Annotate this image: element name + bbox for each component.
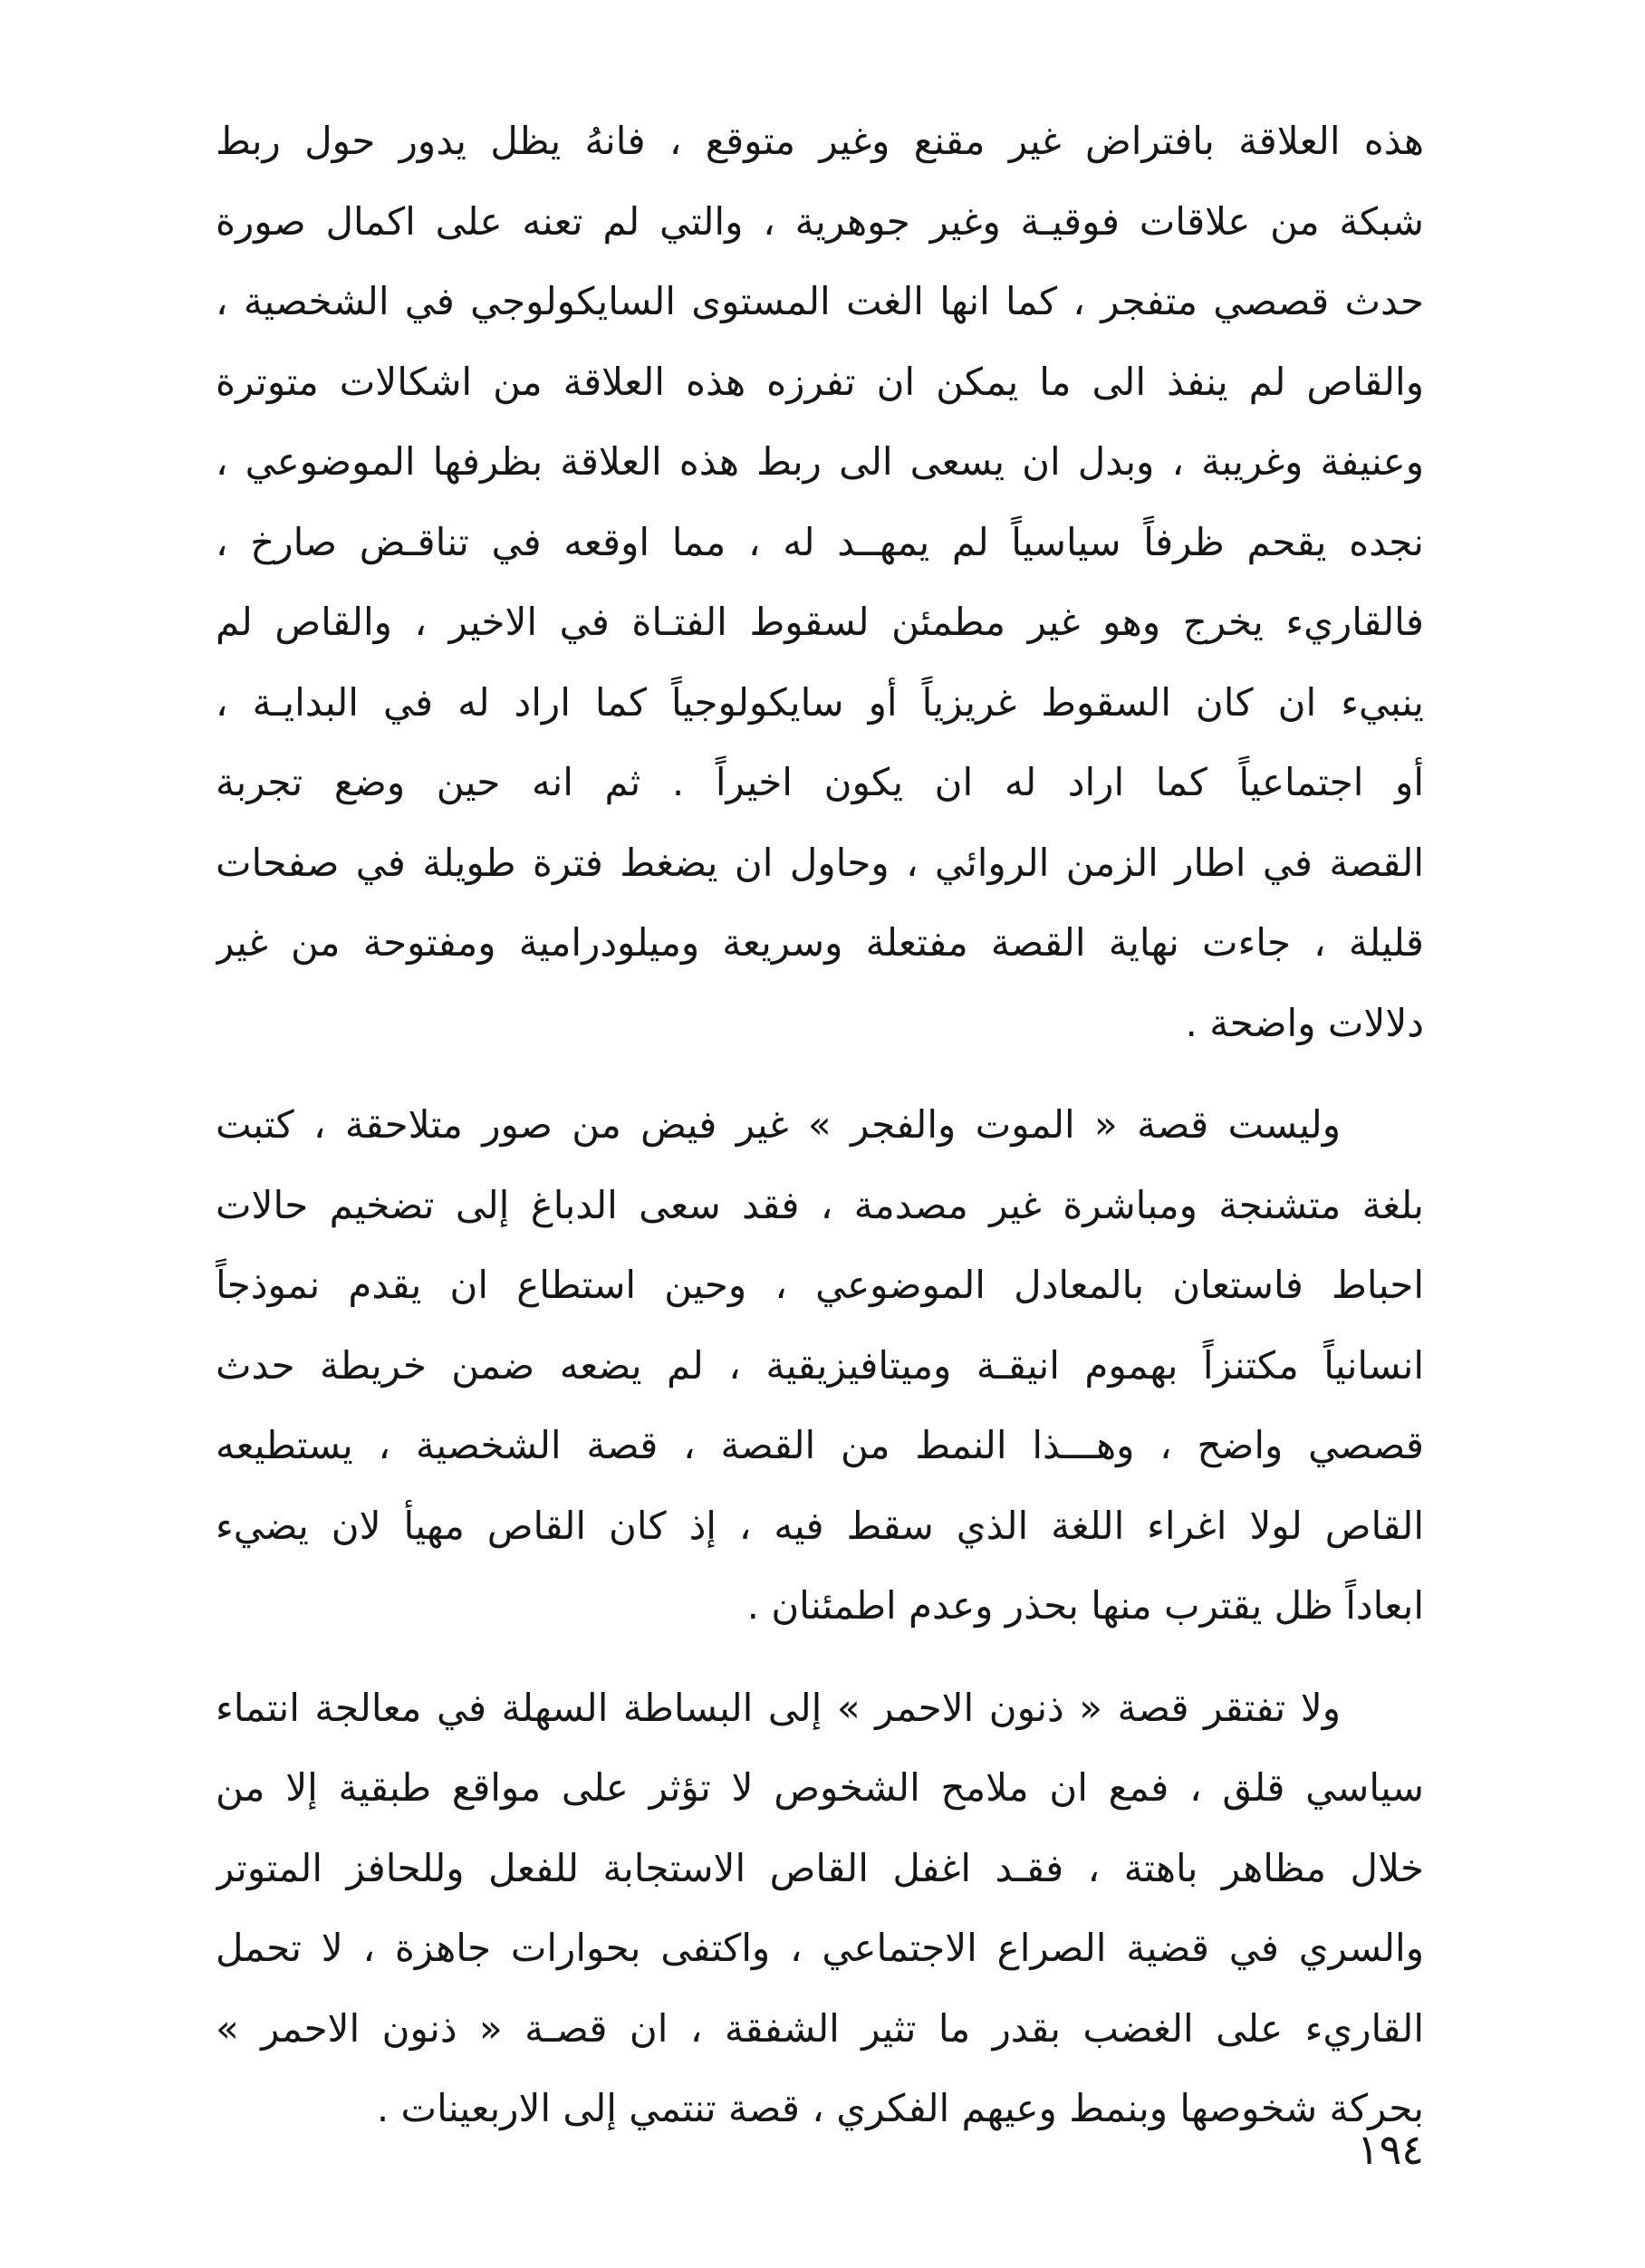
text-line: قليلة ، جاءت نهاية القصة مفتعلة وسريعة وميلودرامية ومفتوحة من غير [216,920,1424,965]
text-line: فالقاريء يخرج وهو غير مطمئن لسقوط الفتـاة في الاخير ، والقاص لم [216,600,1424,644]
text-line: احباط فاستعان بالمعادل الموضوعي ، وحين استطاع ان يقدم نموذجاً [216,1263,1424,1307]
text-line: ولا تفتقر قصة « ذنون الاحمر » إلى البساطة السهلة في معالجة انتماء [216,1685,1341,1730]
text-line: وليست قصة « الموت والفجر » غير فيض من صور متلاحقة ، كتبت [216,1102,1341,1147]
text-line: القصة في اطار الزمن الروائي ، وحاول ان يضغط فترة طويلة في صفحات [216,840,1424,885]
text-line: سياسي قلق ، فمع ان ملامح الشخوص لا تؤثر على مواقع طبقية إلا من [216,1765,1424,1810]
paragraph-2 [216,1085,1424,1647]
text-line: شبكة من علاقات فوقيـة وغير جوهرية ، والتي لم تعنه على اكمال صورة [216,198,1424,244]
text-line: بحركة شخوصها وبنمط وعيهم الفكري ، قصة تنتمي إلى الاربعينات . [376,2086,1424,2130]
page-number: ١٩٤ [1356,2125,1424,2174]
text-line: نجده يقحم ظرفاً سياسياً لم يمهــد له ، مما اوقعه في تناقـض صارخ ، [216,519,1424,564]
paragraph-3 [216,1668,1424,2149]
text-line: القاريء على الغضب بقدر ما تثير الشفقة ، ان قصـة « ذنون الاحمر » [216,2005,1424,2051]
text-line: دلالات واضحة . [1185,1000,1424,1045]
text-line: القاص لولا اغراء اللغة الذي سقط فيه ، إذ كان القاص مهيأ لان يضيء [216,1503,1424,1548]
text-line: انسانياً مكتنزاً بهموم انيقـة وميتافيزيقية ، لم يضعه ضمن خريطة حدث [216,1342,1424,1388]
text-line: والسري في قضية الصراع الاجتماعي ، واكتفى بحوارات جاهزة ، لا تحمل [216,1926,1424,1970]
text-line: أو اجتماعياً كما اراد له ان يكون اخيراً . ثم انه حين وضع تجربة [216,760,1424,804]
text-line: وعنيفة وغريبة ، وبدل ان يسعى الى ربط هذه العلاقة بظرفها الموضوعي ، [216,439,1424,484]
text-line: بلغة متشنجة ومباشرة غير مصدمة ، فقد سعى الدباغ إلى تضخيم حالات [216,1182,1424,1227]
text-line: هذه العلاقة بافتراض غير مقنع وغير متوقع ، فانهُ يظل يدور حول ربط [216,119,1424,163]
paragraph-1 [216,101,1424,1063]
text-line: والقاص لم ينفذ الى ما يمكن ان تفرزه هذه العلاقة من اشكالات متوترة [216,359,1424,404]
body-text [216,101,1424,2149]
text-line: خلال مظاهر باهتة ، فقـد اغفل القاص الاستجابة للفعل وللحافز المتوتر [216,1845,1424,1890]
text-line: حدث قصصي متفجر ، كما انها الغت المستوى السايكولوجي في الشخصية ، [216,279,1424,323]
paragraph-spacer [216,1063,1424,1085]
text-line: ينبيء ان كان السقوط غريزياً أو سايكولوجياً كما اراد له في البدايـة ، [216,679,1424,725]
paragraph-spacer [216,1647,1424,1668]
text-line: ابعاداً ظل يقترب منها بحذر وعدم اطمئنان . [746,1583,1424,1628]
text-line: قصصي واضح ، وهـــذا النمط من القصة ، قصة الشخصية ، يستطيعه [216,1423,1424,1467]
